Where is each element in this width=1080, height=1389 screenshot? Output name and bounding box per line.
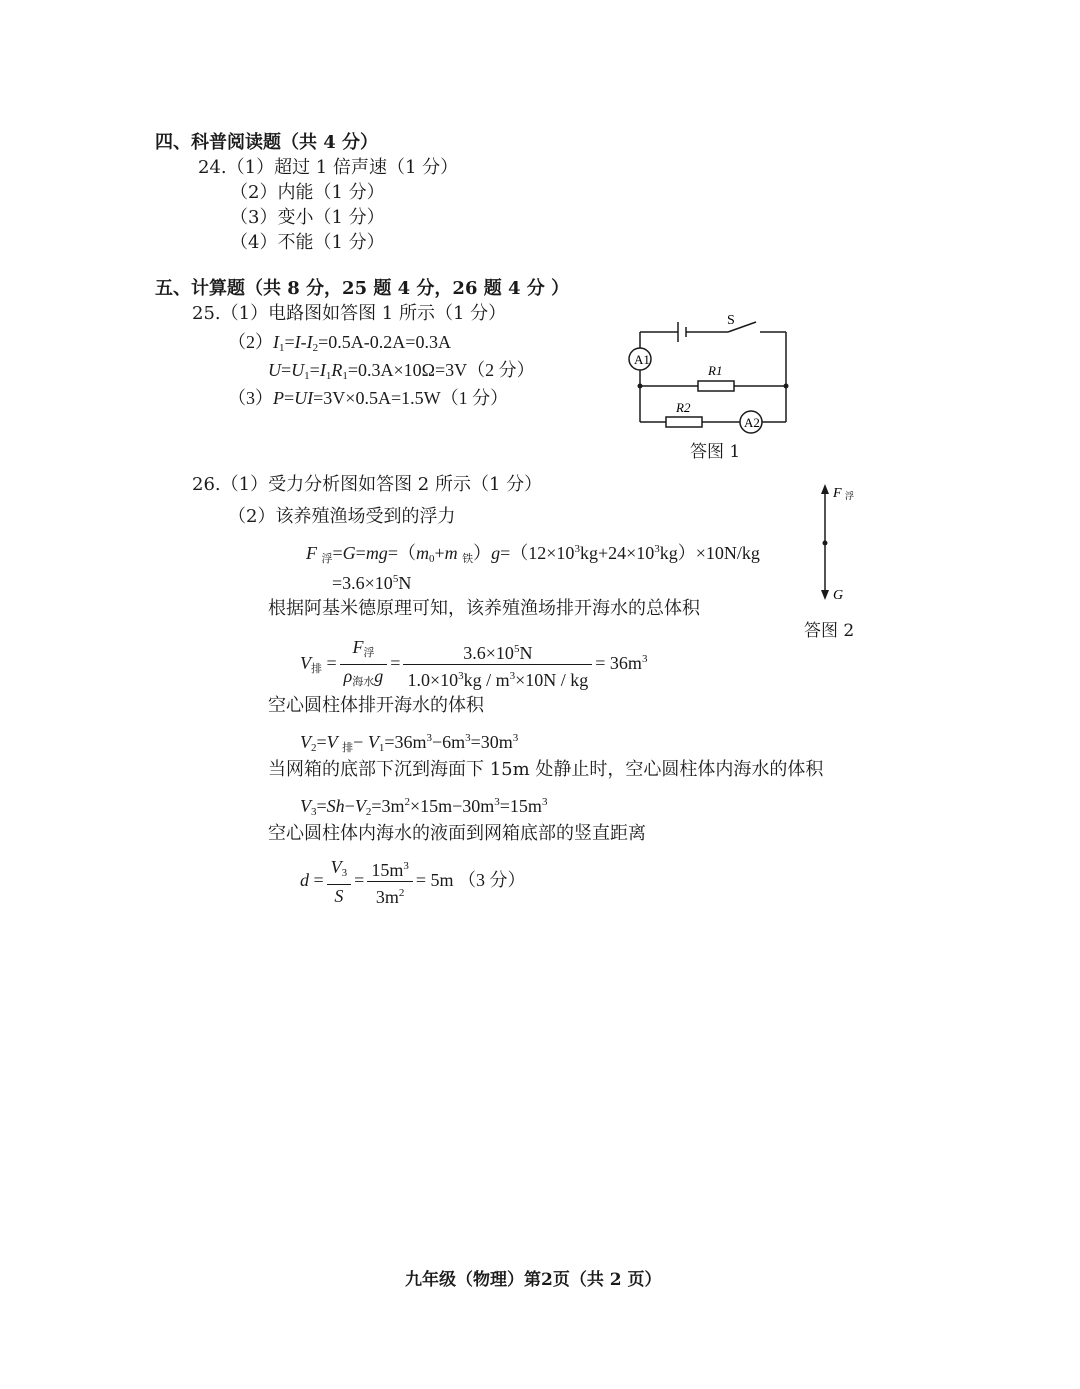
cage-text: 当网箱的底部下沉到海面下 15m 处静止时，空心圆柱体内海水的体积 — [268, 759, 824, 780]
svg-text:R2: R2 — [676, 400, 691, 415]
resistor-r1 — [698, 381, 734, 391]
q25-1: 25.（1）电路图如答图 1 所示（1 分） — [192, 303, 507, 324]
d-equation: d = $\frac{V_3}{S}$ = $\frac{15m^3}{3m^2}$ = 5m （3 分） — [300, 857, 526, 908]
svg-text:F: F — [833, 486, 842, 501]
circuit-diagram — [620, 300, 810, 435]
q24-answer-1: 24.（1）超过 1 倍声速（1 分） — [198, 157, 459, 178]
archimedes-text: 根据阿基米德原理可知，该养殖渔场排开海水的总体积 — [268, 598, 700, 619]
buoyancy-result: $=3.6\times 10^5N$ — [332, 573, 412, 593]
figure2-caption: 答图 2 — [804, 621, 855, 641]
svg-text:A1: A1 — [634, 352, 650, 367]
q25-3: （3）P=UI=3V×0.5A=1.5W（1 分） — [228, 388, 509, 408]
buoyancy-arrowhead — [821, 484, 829, 494]
force-diagram — [800, 480, 870, 610]
buoyancy-equation: F $_浮=G=mg=(m_0+m$ $_铁)g=(12\times 10^3kg+24\times 10^3kg)\times 10N/kg$ — [306, 543, 760, 565]
resistor-r2 — [666, 417, 702, 427]
gravity-arrowhead — [821, 590, 829, 600]
volume-equation: $V_排$ = $\frac{F_浮}{\rho_{海水}g}$ = $\frac{3.6\times 10^5N}{1.0\times 10^3kg / m^3\times 10N / kg}$ = $36m^3$ — [300, 637, 648, 691]
q24-answer-3: （3）变小（1 分） — [230, 207, 385, 228]
svg-text:A2: A2 — [744, 415, 760, 430]
section4-heading: 四、科普阅读题（共 4 分） — [155, 132, 379, 153]
hollow-volume-text: 空心圆柱体排开海水的体积 — [268, 695, 484, 716]
q25-2-line1: $(2)I_1=I-I_2=0.5A-0.2A=0.3A$ — [228, 332, 451, 354]
figure1-caption: 答图 1 — [690, 442, 741, 462]
section5-heading: 五、计算题（共 8 分，25 题 4 分，26 题 4 分 ） — [155, 278, 570, 299]
q25-2-line2: $U=U_1=I_1R_1=0.3A\times 10\Omega=3V(2$ 分） — [268, 360, 535, 382]
q24-answer-2: （2）内能（1 分） — [230, 182, 385, 203]
q24-answer-4: （4）不能（1 分） — [230, 232, 385, 253]
v3-equation: $V_3=Sh-V_2=3m^2\times 15m-30m^3=15m^3$ — [300, 796, 548, 818]
q26-1: 26.（1）受力分析图如答图 2 所示（1 分） — [192, 474, 543, 495]
svg-text:G: G — [833, 588, 844, 603]
v2-equation: $V_2=V$ $_排- V_1=36m^3-6m^3=30m^3$ — [300, 732, 519, 754]
svg-text:S: S — [727, 313, 735, 328]
page-footer: 九年级（物理）第2页（共 2 页） — [405, 1270, 662, 1290]
q26-2: （2）该养殖渔场受到的浮力 — [228, 506, 456, 527]
svg-text:浮: 浮 — [845, 491, 855, 501]
distance-text: 空心圆柱体内海水的液面到网箱底部的竖直距离 — [268, 823, 646, 844]
svg-text:R1: R1 — [708, 363, 723, 378]
